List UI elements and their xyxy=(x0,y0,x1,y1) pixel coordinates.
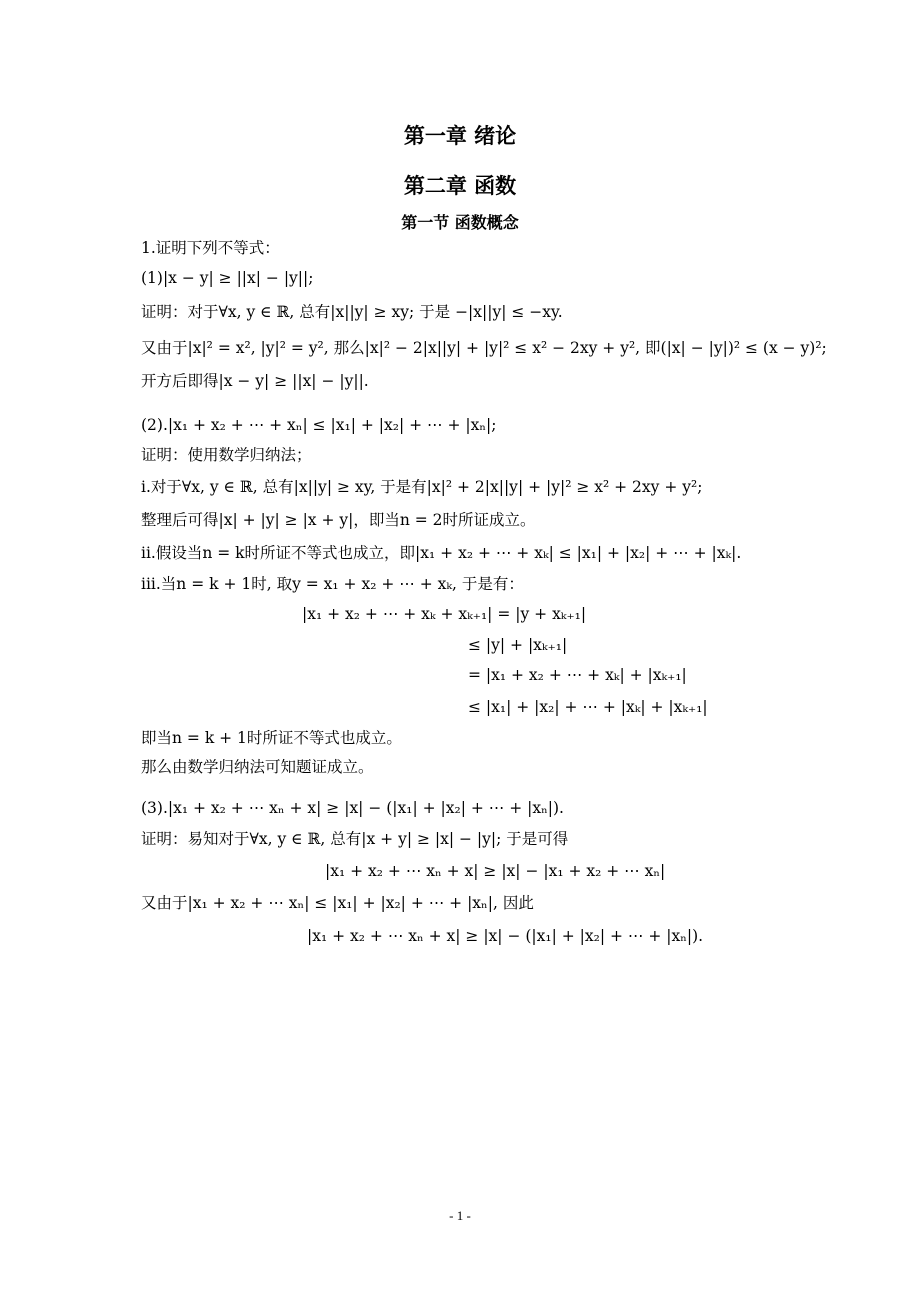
proof-1-line-1: 证明：对于∀x, y ∈ ℝ, 总有|x||y| ≥ xy; 于是 −|x||y| ≤ −xy. xyxy=(141,303,563,321)
proof-2-line-3: 整理后可得|x| + |y| ≥ |x + y|，即当n = 2时所证成立。 xyxy=(141,511,536,529)
proof-3-line-1: 证明：易知对于∀x, y ∈ ℝ, 总有|x + y| ≥ |x| − |y|; 于是可得 xyxy=(141,830,569,848)
proof-2-eq-1: |x₁ + x₂ + ⋯ + xₖ + xₖ₊₁| = |y + xₖ₊₁| xyxy=(302,605,587,623)
inequality-3: (3).|x₁ + x₂ + ⋯ xₙ + x| ≥ |x| − (|x₁| + |x₂| + ⋯ + |xₙ|). xyxy=(141,799,564,817)
proof-2-line-8: 即当n = k + 1时所证不等式也成立。 xyxy=(141,729,402,747)
proof-3-line-3: 又由于|x₁ + x₂ + ⋯ xₙ| ≤ |x₁| + |x₂| + ⋯ + |xₙ|, 因此 xyxy=(141,894,534,912)
chapter-1-title: 第一章 绪论 xyxy=(403,124,517,148)
proof-2-eq-4: ≤ |x₁| + |x₂| + ⋯ + |xₖ| + |xₖ₊₁| xyxy=(468,698,708,716)
inequality-2: (2).|x₁ + x₂ + ⋯ + xₙ| ≤ |x₁| + |x₂| + ⋯ + |xₙ|; xyxy=(141,416,497,434)
proof-1-line-2: 又由于|x|² = x², |y|² = y², 那么|x|² − 2|x||y| + |y|² ≤ x² − 2xy + y², 即(|x| − |y|)² ≤ (x − y)²; xyxy=(141,339,827,357)
proof-1-line-3: 开方后即得|x − y| ≥ ||x| − |y||. xyxy=(141,372,369,390)
problem-intro: 1.证明下列不等式： xyxy=(141,239,280,257)
proof-3-eq-2: |x₁ + x₂ + ⋯ xₙ + x| ≥ |x| − (|x₁| + |x₂| + ⋯ + |xₙ|). xyxy=(307,927,704,945)
proof-2-step-ii: ii.假设当n = k时所证不等式也成立，即|x₁ + x₂ + ⋯ + xₖ| ≤ |x₁| + |x₂| + ⋯ + |xₖ|. xyxy=(141,544,742,562)
page-number: - 1 - xyxy=(449,1208,471,1223)
chapter-2-title: 第二章 函数 xyxy=(403,174,517,198)
proof-2-step-iii: iii.当n = k + 1时, 取y = x₁ + x₂ + ⋯ + xₖ, 于是有： xyxy=(141,575,524,593)
proof-2-eq-2: ≤ |y| + |xₖ₊₁| xyxy=(468,636,568,654)
inequality-1: (1)|x − y| ≥ ||x| − |y||; xyxy=(141,269,314,287)
proof-2-step-i: i.对于∀x, y ∈ ℝ, 总有|x||y| ≥ xy, 于是有|x|² + 2|x||y| + |y|² ≥ x² + 2xy + y²; xyxy=(141,478,703,496)
proof-3-eq-1: |x₁ + x₂ + ⋯ xₙ + x| ≥ |x| − |x₁ + x₂ + ⋯ xₙ| xyxy=(325,862,666,880)
proof-2-conclusion: 那么由数学归纳法可知题证成立。 xyxy=(141,758,374,776)
proof-2-line-1: 证明：使用数学归纳法； xyxy=(141,446,312,464)
section-1-title: 第一节 函数概念 xyxy=(401,213,519,232)
proof-2-eq-3: = |x₁ + x₂ + ⋯ + xₖ| + |xₖ₊₁| xyxy=(468,666,687,684)
